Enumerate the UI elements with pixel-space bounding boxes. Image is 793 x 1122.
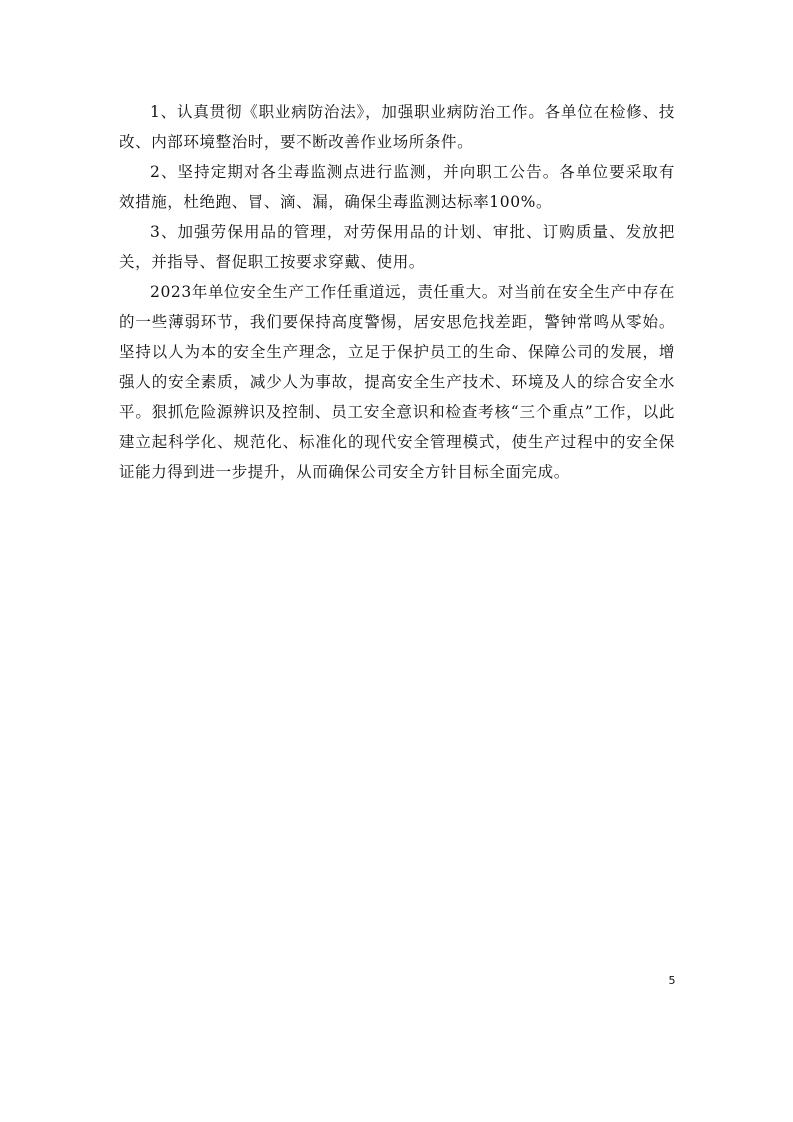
paragraph-occupational-disease: 1、认真贯彻《职业病防治法》，加强职业病防治工作。各单位在检修、技改、内部环境整治时，要不断改善作业场所条件。 <box>119 103 675 151</box>
paragraph-dust-monitoring: 2、坚持定期对各尘毒监测点进行监测，并向职工公告。各单位要采取有效措施，杜绝跑、冒、滴、漏，确保尘毒监测达标率100%。 <box>119 163 675 211</box>
paragraph-summary: 2023年单位安全生产工作任重道远，责任重大。对当前在安全生产中存在的一些薄弱环节，我们要保持高度警惕，居安思危找差距，警钟常鸣从零始。坚持以人为本的安全生产理念，立足于保护员工的生命、保障公司的发展，增强人的安全素质，减少人为事故，提高安全生产技术、环境及人的综合安全水平。狠抓危险源辨识及控制、员工安全意识和检查考核“三个重点”工作，以此建立起科学化、规范化、标准化的现代安全管理模式，使生产过程中的安全保证能力得到进一步提升，从而确保公司安全方针目标全面完成。 <box>119 283 675 481</box>
page-number: 5 <box>668 974 676 987</box>
paragraph-protective-equipment: 3、加强劳保用品的管理，对劳保用品的计划、审批、订购质量、发放把关，并指导、督促职工按要求穿戴、使用。 <box>119 223 675 271</box>
document-body <box>119 97 675 487</box>
